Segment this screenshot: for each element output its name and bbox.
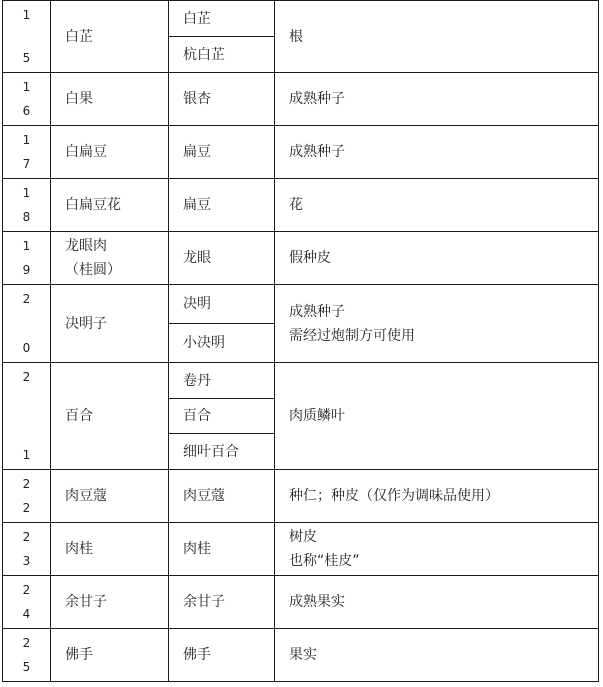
row-number-gap <box>3 95 50 104</box>
row-number-digit: 1 <box>22 185 31 200</box>
source-species-text: 小决明 <box>183 335 225 351</box>
row-number-digit: 8 <box>22 209 31 224</box>
row-number-cell <box>3 470 51 523</box>
herb-name-line: （桂圆） <box>65 262 121 278</box>
herb-name-line: 百合 <box>65 408 93 424</box>
source-species-cell <box>169 126 275 179</box>
edible-part-line: 根 <box>289 28 303 45</box>
source-species-text: 卷丹 <box>183 372 211 389</box>
edible-part-line: 花 <box>289 197 303 213</box>
herb-name-cell <box>51 285 169 363</box>
source-species-text: 细叶百合 <box>183 443 239 460</box>
row-number-cell <box>3 363 51 470</box>
edible-part-line: 假种皮 <box>289 250 331 266</box>
edible-part-line: 果实 <box>289 647 317 663</box>
table-row <box>3 285 599 324</box>
herb-name-cell <box>51 470 169 523</box>
edible-part-cell <box>275 629 599 682</box>
row-number-gap <box>3 492 50 501</box>
row-number-digit: 2 <box>22 369 31 384</box>
edible-part-cell <box>275 523 599 576</box>
row-number-cell <box>3 629 51 682</box>
herb-name-cell <box>51 232 169 285</box>
edible-part-cell <box>275 232 599 285</box>
herb-name-cell <box>51 363 169 470</box>
row-number-digit: 7 <box>22 156 31 171</box>
row-number-digit: 0 <box>22 340 31 355</box>
row-number-digit: 2 <box>22 500 31 515</box>
herb-name-cell <box>51 523 169 576</box>
herb-name-line: 肉桂 <box>65 541 93 557</box>
herb-name-cell <box>51 1 169 73</box>
row-number-gap <box>3 201 50 210</box>
herb-name-line: 决明子 <box>65 315 107 332</box>
row-number-gap <box>3 385 50 448</box>
source-species-cell <box>169 324 275 363</box>
source-species-text: 肉豆蔻 <box>183 488 225 504</box>
source-species-text: 肉桂 <box>183 541 211 557</box>
source-species-cell <box>169 37 275 73</box>
row-number-digit: 1 <box>22 132 31 147</box>
row-number-cell <box>3 126 51 179</box>
herb-name-cell <box>51 576 169 629</box>
row-number-digit: 2 <box>22 291 31 306</box>
edible-part-line: 肉质鳞叶 <box>289 408 345 424</box>
row-number-digit: 4 <box>22 606 31 621</box>
source-species-cell <box>169 363 275 399</box>
herb-name-cell <box>51 629 169 682</box>
row-number-cell <box>3 1 51 73</box>
herb-table-body <box>3 1 599 682</box>
table-row <box>3 73 599 126</box>
edible-part-line: 成熟果实 <box>289 594 345 610</box>
row-number-gap <box>3 307 50 341</box>
herb-name-line: 余甘子 <box>65 594 107 610</box>
edible-part-line: 成熟种子 <box>289 144 345 160</box>
row-number-cell <box>3 285 51 363</box>
source-species-cell <box>169 629 275 682</box>
row-number-digit: 1 <box>22 79 31 94</box>
table-row <box>3 363 599 399</box>
herb-name-line: 白扁豆 <box>65 144 107 160</box>
table-row <box>3 523 599 576</box>
table-row <box>3 1 599 37</box>
row-number-digit: 9 <box>22 262 31 277</box>
row-number-gap <box>3 598 50 607</box>
source-species-text: 龙眼 <box>183 250 211 266</box>
row-number-digit: 2 <box>22 582 31 597</box>
source-species-text: 银杏 <box>183 91 211 107</box>
source-species-text: 决明 <box>183 296 211 312</box>
herb-name-line: 肉豆蔻 <box>65 488 107 504</box>
edible-part-cell <box>275 126 599 179</box>
herb-name-line: 白芷 <box>65 28 93 45</box>
edible-part-line: 需经过炮制方可使用 <box>289 327 415 344</box>
edible-part-line: 成熟种子 <box>289 303 345 320</box>
edible-part-cell <box>275 179 599 232</box>
herb-name-line: 龙眼肉 <box>65 238 107 254</box>
herb-name-cell <box>51 179 169 232</box>
row-number-digit: 5 <box>22 50 31 65</box>
source-species-text: 佛手 <box>183 647 211 663</box>
source-species-cell <box>169 470 275 523</box>
source-species-text: 百合 <box>183 408 211 424</box>
row-number-gap <box>3 148 50 157</box>
row-number-gap <box>3 545 50 554</box>
row-number-digit: 2 <box>22 476 31 491</box>
source-species-text: 杭白芷 <box>183 46 225 63</box>
table-row <box>3 179 599 232</box>
herb-name-cell <box>51 73 169 126</box>
source-species-cell <box>169 179 275 232</box>
source-species-text: 余甘子 <box>183 594 225 610</box>
edible-part-cell <box>275 73 599 126</box>
source-species-cell <box>169 523 275 576</box>
row-number-digit: 5 <box>22 659 31 674</box>
row-number-digit: 2 <box>22 529 31 544</box>
row-number-cell <box>3 576 51 629</box>
row-number-cell <box>3 179 51 232</box>
table-row <box>3 126 599 179</box>
herb-name-cell <box>51 126 169 179</box>
edible-part-line: 种仁；种皮（仅作为调味品使用） <box>289 488 499 504</box>
edible-part-cell <box>275 285 599 363</box>
herb-table <box>2 0 599 682</box>
row-number-digit: 2 <box>22 635 31 650</box>
herb-name-line: 白扁豆花 <box>65 197 121 213</box>
edible-part-cell <box>275 1 599 73</box>
row-number-gap <box>3 254 50 263</box>
source-species-text: 扁豆 <box>183 197 211 213</box>
row-number-cell <box>3 523 51 576</box>
source-species-cell <box>169 576 275 629</box>
row-number-cell <box>3 232 51 285</box>
source-species-cell <box>169 434 275 470</box>
row-number-digit: 1 <box>22 7 31 22</box>
source-species-cell <box>169 232 275 285</box>
row-number-cell <box>3 73 51 126</box>
source-species-cell <box>169 73 275 126</box>
herb-name-line: 白果 <box>65 91 93 107</box>
source-species-text: 白芷 <box>183 10 211 27</box>
edible-part-cell <box>275 363 599 470</box>
table-row <box>3 629 599 682</box>
table-row <box>3 232 599 285</box>
table-row <box>3 576 599 629</box>
source-species-cell <box>169 399 275 434</box>
edible-part-line: 也称“桂皮” <box>289 553 360 569</box>
row-number-gap <box>3 23 50 51</box>
row-number-digit: 1 <box>22 447 31 462</box>
edible-part-cell <box>275 470 599 523</box>
source-species-cell <box>169 285 275 324</box>
row-number-digit: 3 <box>22 553 31 568</box>
edible-part-line: 成熟种子 <box>289 91 345 107</box>
source-species-text: 扁豆 <box>183 144 211 160</box>
herb-name-line: 佛手 <box>65 647 93 663</box>
row-number-gap <box>3 651 50 660</box>
row-number-digit: 1 <box>22 238 31 253</box>
source-species-cell <box>169 1 275 37</box>
edible-part-line: 树皮 <box>289 529 317 545</box>
edible-part-cell <box>275 576 599 629</box>
table-row <box>3 470 599 523</box>
row-number-digit: 6 <box>22 103 31 118</box>
